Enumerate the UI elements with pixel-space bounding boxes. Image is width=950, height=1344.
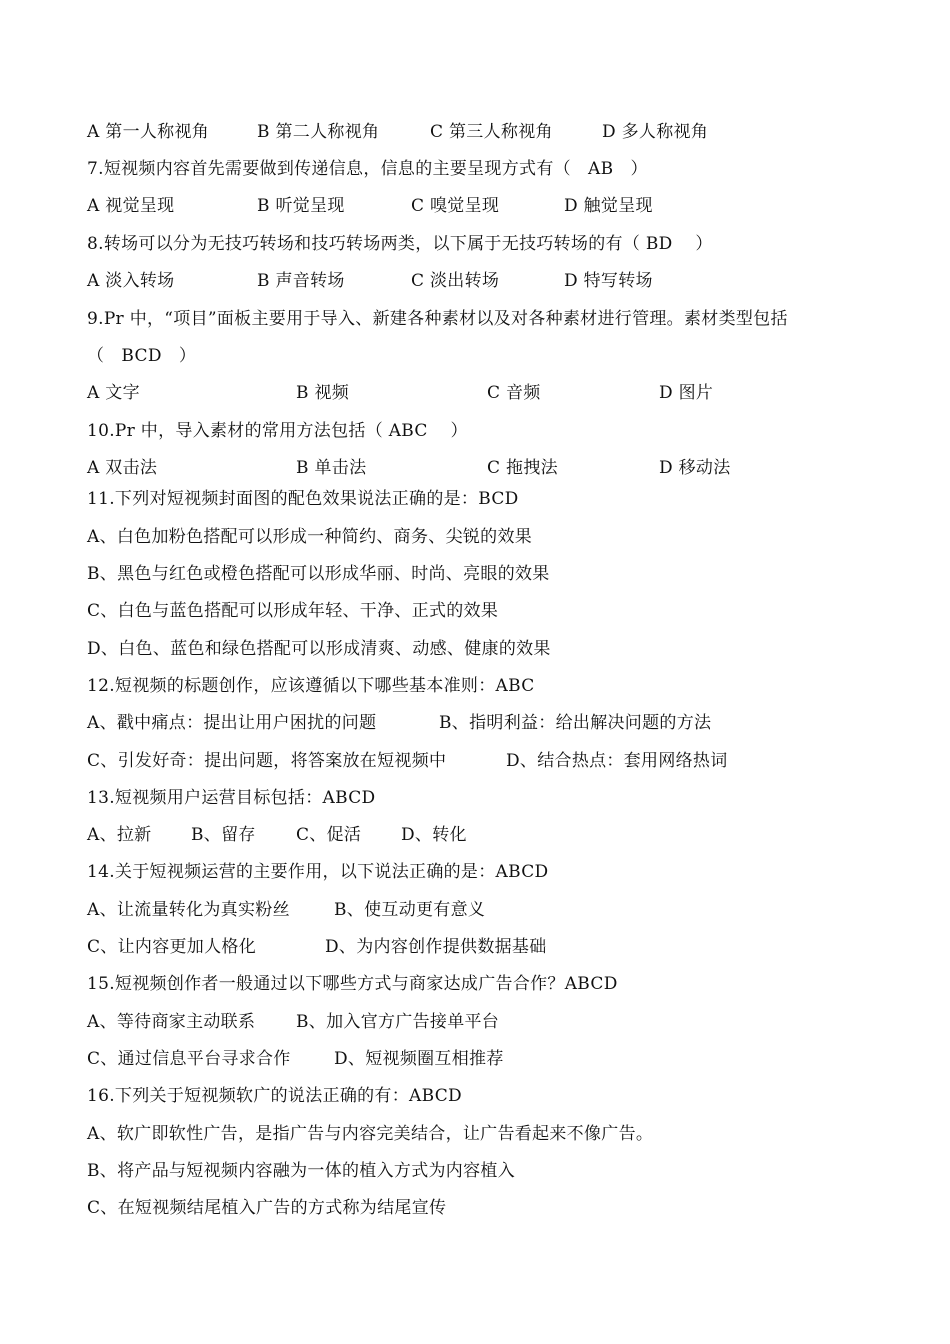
option-d: D 特写转场 xyxy=(564,271,653,291)
option-row xyxy=(87,191,653,221)
option-d: D、短视频圈互相推荐 xyxy=(334,1049,504,1069)
option-d: D、转化 xyxy=(401,825,467,845)
option-row xyxy=(87,266,653,296)
question-9-answer: （ BCD ） xyxy=(87,346,197,366)
option-a: A、等待商家主动联系 xyxy=(87,1012,256,1032)
question-12: 12.短视频的标题创作，应该遵循以下哪些基本准则：ABC xyxy=(87,676,535,696)
option-row xyxy=(87,1044,504,1074)
option-d: D 触觉呈现 xyxy=(564,196,653,216)
option-c: C、引发好奇：提出问题，将答案放在短视频中 xyxy=(87,751,447,771)
option-b: B、使互动更有意义 xyxy=(334,900,486,920)
question-13: 13.短视频用户运营目标包括：ABCD xyxy=(87,788,376,808)
question-10: 10.Pr 中，导入素材的常用方法包括（ ABC ） xyxy=(87,421,468,441)
option-c: C 嗅觉呈现 xyxy=(411,196,500,216)
statement: A、软广即软性广告，是指广告与内容完美结合，让广告看起来不像广告。 xyxy=(87,1124,654,1144)
option-a: A 视觉呈现 xyxy=(87,196,175,216)
option-a: A、让流量转化为真实粉丝 xyxy=(87,900,290,920)
option-b: B、留存 xyxy=(191,825,256,845)
option-a: A、拉新 xyxy=(87,825,152,845)
statement: C、白色与蓝色搭配可以形成年轻、干净、正式的效果 xyxy=(87,601,499,621)
question-11: 11.下列对短视频封面图的配色效果说法正确的是：BCD xyxy=(87,489,519,509)
question-15: 15.短视频创作者一般通过以下哪些方式与商家达成广告合作？ABCD xyxy=(87,974,618,994)
question-8: 8.转场可以分为无技巧转场和技巧转场两类，以下属于无技巧转场的有（ BD ） xyxy=(87,234,713,254)
option-b: B 视频 xyxy=(296,383,350,403)
option-b: B、指明利益：给出解决问题的方法 xyxy=(439,713,712,733)
option-b: B 声音转场 xyxy=(257,271,345,291)
option-b: B 听觉呈现 xyxy=(257,196,345,216)
option-c: C、让内容更加人格化 xyxy=(87,937,257,957)
question-9: 9.Pr 中，“项目”面板主要用于导入、新建各种素材以及对各种素材进行管理。素材类型包括 xyxy=(87,309,788,329)
option-row xyxy=(87,117,709,147)
option-row xyxy=(87,895,486,925)
option-row xyxy=(87,1007,500,1037)
option-a: A、戳中痛点：提出让用户困扰的问题 xyxy=(87,713,377,733)
option-a: A 双击法 xyxy=(87,458,158,478)
option-c: C 音频 xyxy=(487,383,541,403)
statement: B、黑色与红色或橙色搭配可以形成华丽、时尚、亮眼的效果 xyxy=(87,564,550,584)
option-row xyxy=(87,820,467,850)
option-c: C 淡出转场 xyxy=(411,271,500,291)
option-c: C 第三人称视角 xyxy=(430,122,553,142)
option-c: C、促活 xyxy=(296,825,362,845)
option-a: A 淡入转场 xyxy=(87,271,175,291)
statement: A、白色加粉色搭配可以形成一种简约、商务、尖锐的效果 xyxy=(87,527,533,547)
option-b: B 第二人称视角 xyxy=(257,122,380,142)
statement: D、白色、蓝色和绿色搭配可以形成清爽、动感、健康的效果 xyxy=(87,639,551,659)
statement: B、将产品与短视频内容融为一体的植入方式为内容植入 xyxy=(87,1161,515,1181)
option-d: D 多人称视角 xyxy=(602,122,709,142)
option-row xyxy=(87,378,714,408)
option-row xyxy=(87,932,547,962)
option-b: B、加入官方广告接单平台 xyxy=(296,1012,500,1032)
question-7: 7.短视频内容首先需要做到传递信息，信息的主要呈现方式有（ AB ） xyxy=(87,159,648,179)
option-row xyxy=(87,453,731,483)
option-a: A 第一人称视角 xyxy=(87,122,210,142)
option-d: D 移动法 xyxy=(659,458,731,478)
option-d: D、结合热点：套用网络热词 xyxy=(506,751,728,771)
option-a: A 文字 xyxy=(87,383,140,403)
option-c: C、通过信息平台寻求合作 xyxy=(87,1049,291,1069)
option-d: D 图片 xyxy=(659,383,714,403)
option-b: B 单击法 xyxy=(296,458,367,478)
option-c: C 拖拽法 xyxy=(487,458,558,478)
option-d: D、为内容创作提供数据基础 xyxy=(325,937,547,957)
question-16: 16.下列关于短视频软广的说法正确的有：ABCD xyxy=(87,1086,462,1106)
option-row xyxy=(87,746,728,776)
question-14: 14.关于短视频运营的主要作用，以下说法正确的是：ABCD xyxy=(87,862,549,882)
statement: C、在短视频结尾植入广告的方式称为结尾宣传 xyxy=(87,1198,447,1218)
option-row xyxy=(87,708,712,738)
